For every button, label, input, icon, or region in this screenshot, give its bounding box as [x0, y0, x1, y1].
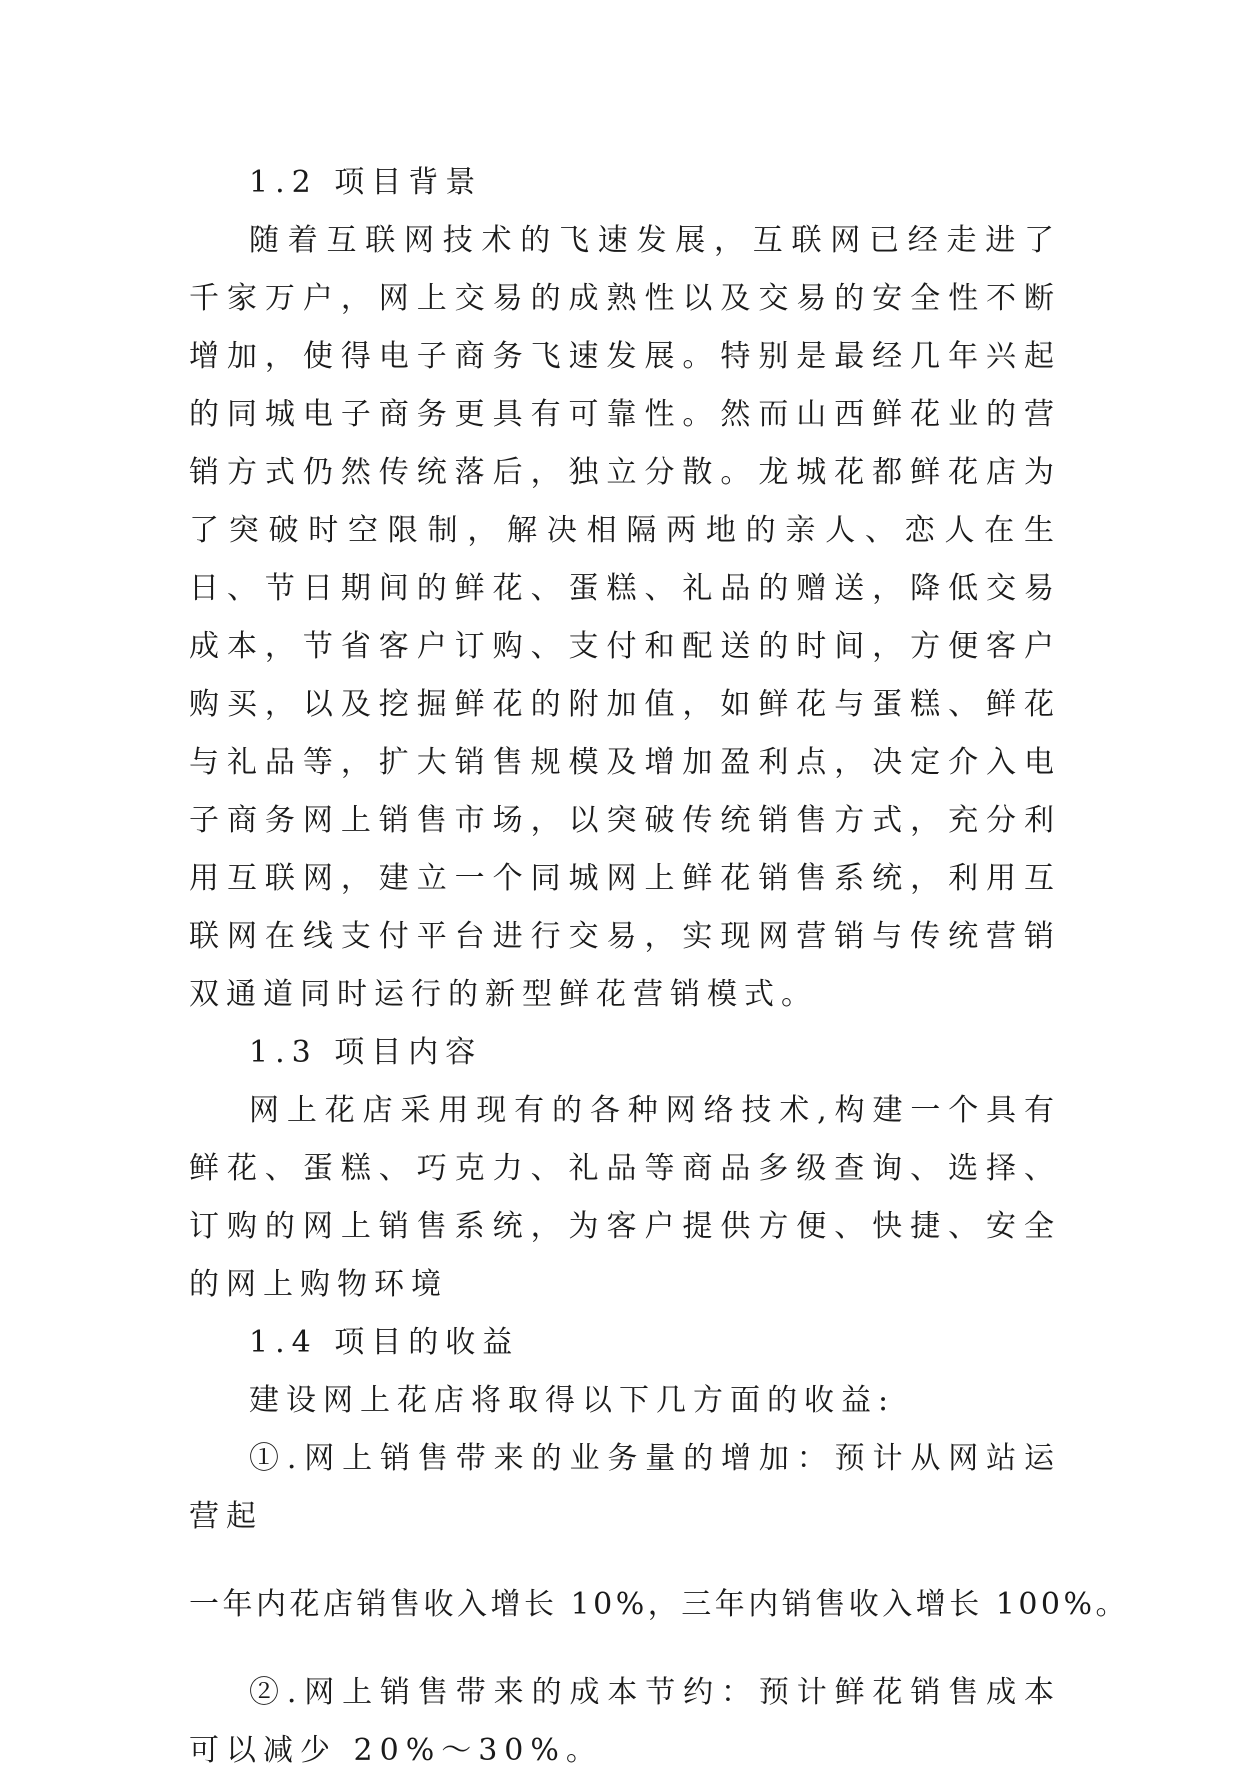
document-body: [189, 154, 1130, 1780]
benefit-item-1-line-1: ①.网上销售带来的业务量的增加：预计从网站运营起: [189, 1441, 1061, 1534]
benefit-item-2: ②.网上销售带来的成本节约：预计鲜花销售成本可以减少 20%～30%。: [189, 1675, 1061, 1768]
section-heading-1-4: 1.4 项目的收益: [249, 1325, 520, 1360]
benefit-item-1-line-2: 一年内花店销售收入增长 10%，三年内销售收入增长 100%。: [189, 1587, 1130, 1622]
section-heading-1-3: 1.3 项目内容: [249, 1035, 483, 1070]
section-heading-1-2: 1.2 项目背景: [249, 165, 483, 200]
benefits-intro: 建设网上花店将取得以下几方面的收益:: [249, 1383, 896, 1418]
section-paragraph-background: 随着互联网技术的飞速发展，互联网已经走进了千家万户，网上交易的成熟性以及交易的安全性不断增加，使得电子商务飞速发展。特别是最经几年兴起的同城电子商务更具有可靠性。然而山西鲜花业的营销方式仍然传统落后，独立分散。龙城花都鲜花店为了突破时空限制，解决相隔两地的亲人、恋人在生日、节日期间的鲜花、蛋糕、礼品的赠送，降低交易成本，节省客户订购、支付和配送的时间，方便客户购买，以及挖掘鲜花的附加值，如鲜花与蛋糕、鲜花与礼品等，扩大销售规模及增加盈利点，决定介入电子商务网上销售市场，以突破传统销售方式，充分利用互联网，建立一个同城网上鲜花销售系统，利用互联网在线支付平台进行交易，实现网营销与传统营销双通道同时运行的新型鲜花营销模式。: [189, 223, 1061, 1012]
section-paragraph-content: 网上花店采用现有的各种网络技术,构建一个具有鲜花、蛋糕、巧克力、礼品等商品多级查询、选择、订购的网上销售系统，为客户提供方便、快捷、安全的网上购物环境: [189, 1093, 1061, 1302]
